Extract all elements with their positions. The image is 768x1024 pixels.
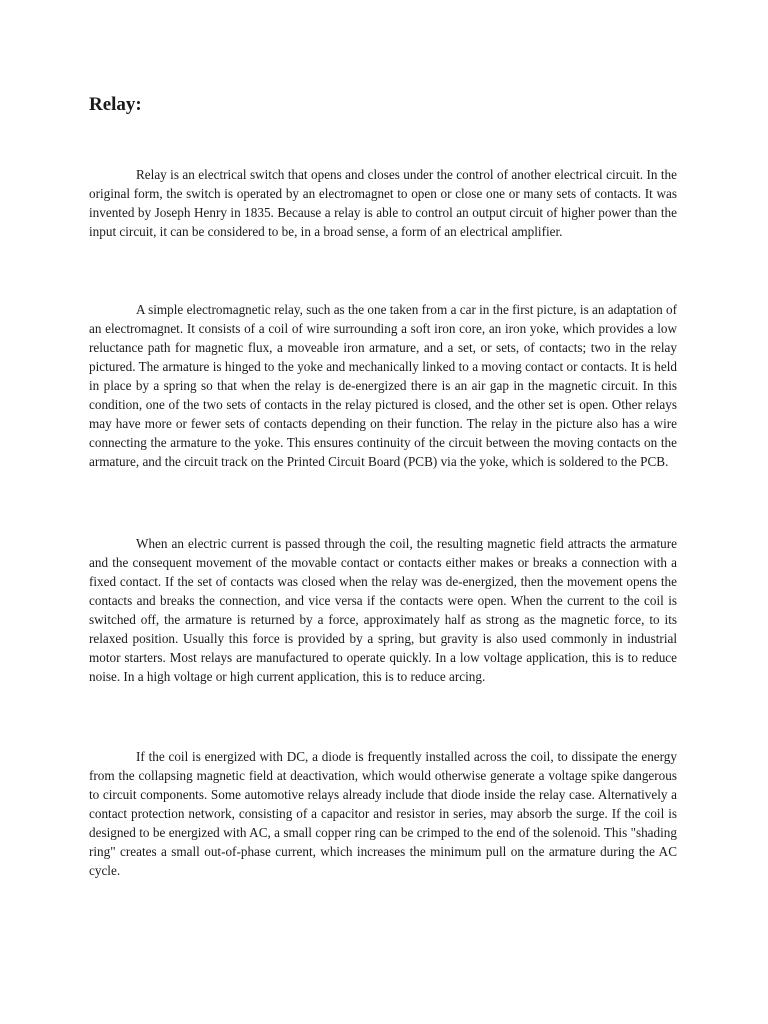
paragraph-introduction: Relay is an electrical switch that opens and closes under the control of another electrical circuit. In the original form, the switch is operated by an electromagnet to open or close one or many sets of contacts. It was invented by Joseph Henry in 1835. Because a relay is able to control an output circuit of higher power than the input circuit, it can be considered to be, in a broad sense, a form of an electrical amplifier.	[89, 167, 677, 239]
document-title: Relay:	[89, 94, 142, 115]
paragraph-coil-protection: If the coil is energized with DC, a diode is frequently installed across the coil, to dissipate the energy from the collapsing magnetic field at deactivation, which would otherwise generate a voltage spike dangerous to circuit components. Some automotive relays already include that diode inside the relay case. Alternatively a contact protection network, consisting of a capacitor and resistor in series, may absorb the surge. If the coil is designed to be energized with AC, a small copper ring can be crimped to the end of the solenoid. This "shading ring" creates a small out-of-phase current, which increases the minimum pull on the armature during the AC cycle.	[89, 749, 677, 878]
paragraph-construction: A simple electromagnetic relay, such as the one taken from a car in the first picture, is an adaptation of an electromagnet. It consists of a coil of wire surrounding a soft iron core, an iron yoke, which provides a low reluctance path for magnetic flux, a moveable iron armature, and a set, or sets, of contacts; two in the relay pictured. The armature is hinged to the yoke and mechanically linked to a moving contact or contacts. It is held in place by a spring so that when the relay is de-energized there is an air gap in the magnetic circuit. In this condition, one of the two sets of contacts in the relay pictured is closed, and the other set is open. Other relays may have more or fewer sets of contacts depending on their function. The relay in the picture also has a wire connecting the armature to the yoke. This ensures continuity of the circuit between the moving contacts on the armature, and the circuit track on the Printed Circuit Board (PCB) via the yoke, which is soldered to the PCB.	[89, 302, 677, 469]
paragraph-operation: When an electric current is passed through the coil, the resulting magnetic field attracts the armature and the consequent movement of the movable contact or contacts either makes or breaks a connection with a fixed contact. If the set of contacts was closed when the relay was de-energized, then the movement opens the contacts and breaks the connection, and vice versa if the contacts were open. When the current to the coil is switched off, the armature is returned by a force, approximately half as strong as the magnetic force, to its relaxed position. Usually this force is provided by a spring, but gravity is also used commonly in industrial motor starters. Most relays are manufactured to operate quickly. In a low voltage application, this is to reduce noise. In a high voltage or high current application, this is to reduce arcing.	[89, 536, 677, 684]
document-page	[89, 92, 677, 878]
